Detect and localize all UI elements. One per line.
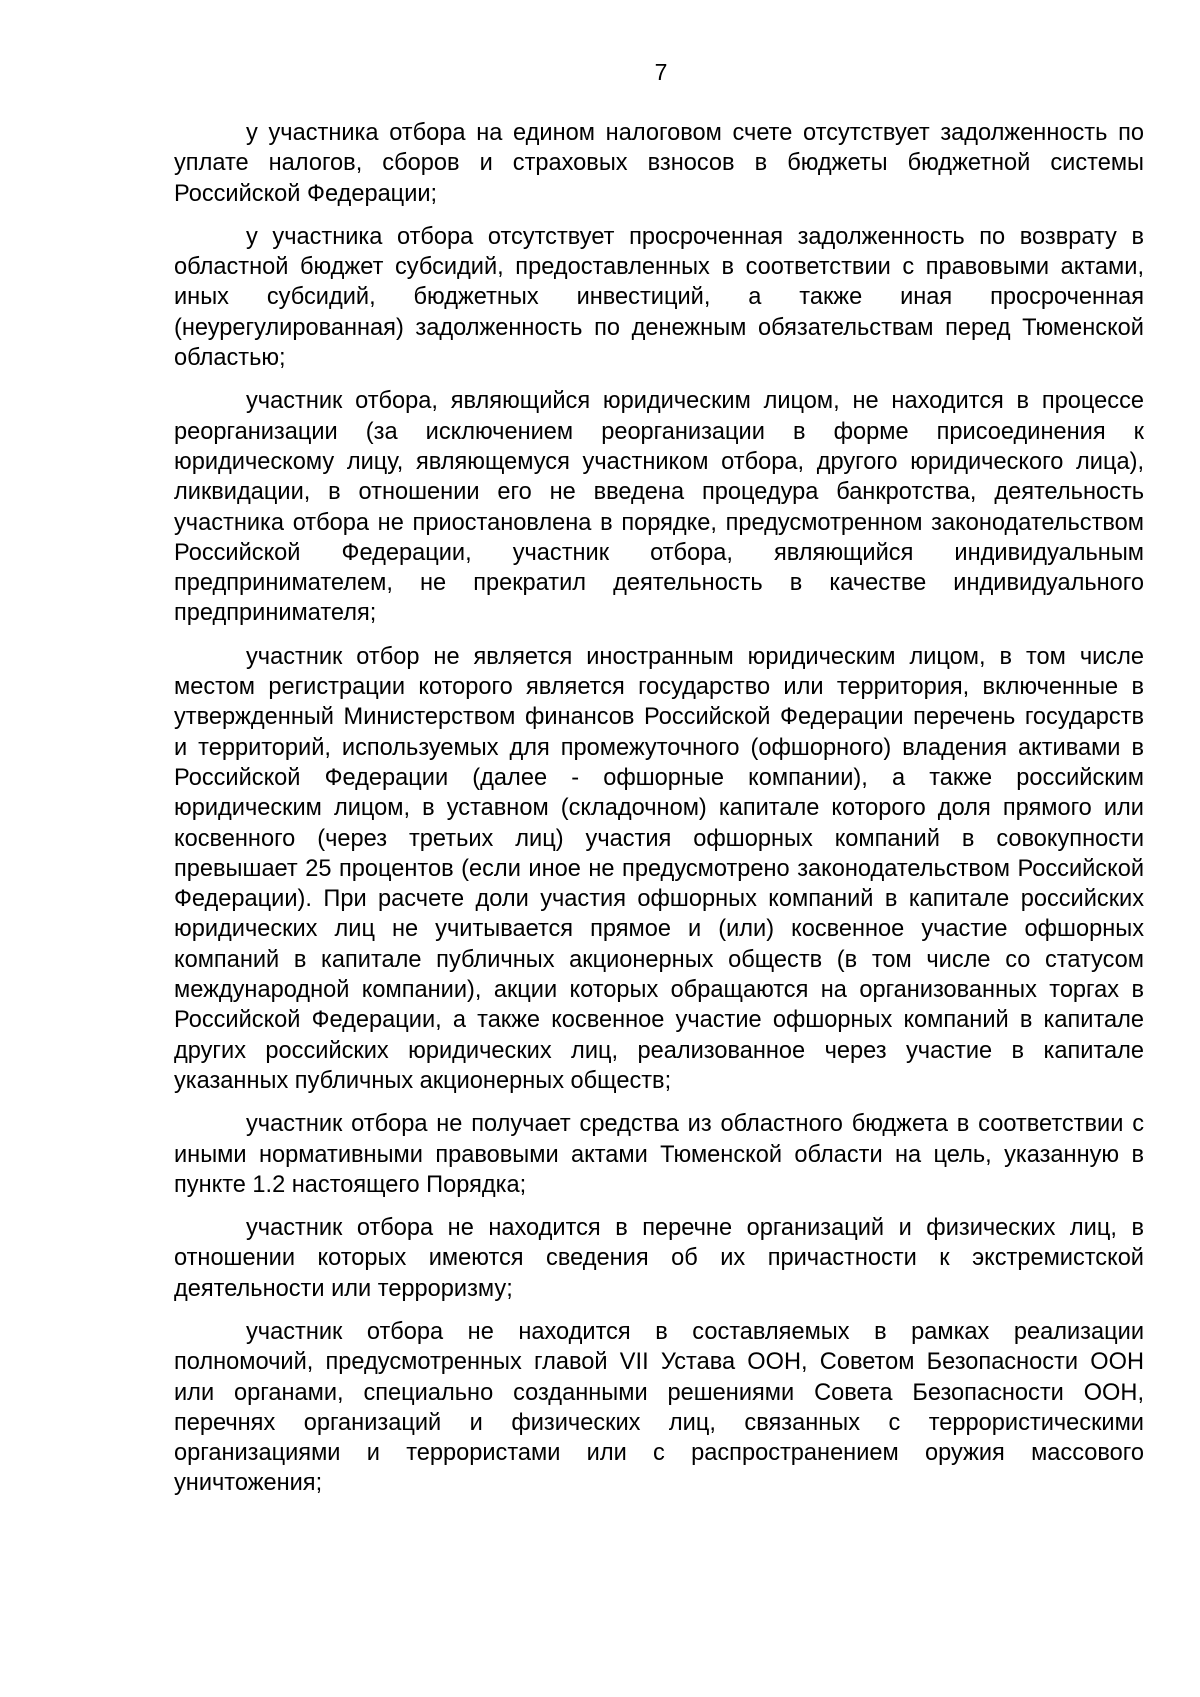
paragraph-reorganization: участник отбора, являющийся юридическим лицом, не находится в процессе реорганизации (за исключением реорганизации в форме присоединения к юридическому лицу, являющемуся участником отбора, другого юридического лица), ликвидации, в отношении его не введена процедура банкротства, деятельность участника отбора не приостановлена в порядке, предусмотренном законодательством Российской Федерации, участник отбора, являющийся индивидуальным предпринимателем, не прекратил деятельность в качестве индивидуального предпринимателя; bbox=[174, 388, 1144, 627]
paragraph-regional-budget: участник отбора не получает средства из областного бюджета в соответствии с иными нормативными правовыми актами Тюменской области на цель, указанную в пункте 1.2 настоящего Порядка; bbox=[174, 1111, 1144, 1198]
page-number: 7 bbox=[654, 59, 668, 85]
paragraph-tax-debt: у участника отбора на едином налоговом счете отсутствует задолженность по уплате налогов, сборов и страховых взносов в бюджеты бюджетной системы Российской Федерации; bbox=[174, 120, 1144, 207]
paragraph-offshore: участник отбор не является иностранным юридическим лицом, в том числе местом регистрации которого является государство или территория, включенные в утвержденный Министерством финансов Российской Федерации перечень государств и территорий, используемых для промежуточного (офшорного) владения активами в Российской Федерации (далее - офшорные компании), а также российским юридическим лицом, в уставном (складочном) капитале которого доля прямого или косвенного (через третьих лиц) участия офшорных компаний в совокупности превышает 25 процентов (если иное не предусмотрено законодательством Российской Федерации). При расчете доли участия офшорных компаний в капитале российских юридических лиц не учитывается прямое и (или) косвенное участие офшорных компаний в капитале публичных акционерных обществ (в том числе со статусом международной компании), акции которых обращаются на организованных торгах в Российской Федерации, а также косвенное участие офшорных компаний в капитале других российских юридических лиц, реализованное через участие в капитале указанных публичных акционерных обществ; bbox=[174, 643, 1144, 1094]
paragraph-un-lists: участник отбора не находится в составляемых в рамках реализации полномочий, предусмотренных главой VII Устава ООН, Советом Безопасности ООН или органами, специально созданными решениями Совета Безопасности ООН, перечнях организаций и физических лиц, связанных с террористическими организациями и террористами или с распространением оружия массового уничтожения; bbox=[174, 1318, 1144, 1497]
paragraph-extremism-list: участник отбора не находится в перечне организаций и физических лиц, в отношении которых имеются сведения об их причастности к экстремистской деятельности или терроризму; bbox=[174, 1215, 1144, 1302]
paragraph-overdue-debt: у участника отбора отсутствует просроченная задолженность по возврату в областной бюджет субсидий, предоставленных в соответствии с правовыми актами, иных субсидий, бюджетных инвестиций, а также иная просроченная (неурегулированная) задолженность по денежным обязательствам перед Тюменской областью; bbox=[174, 223, 1144, 372]
document-body bbox=[174, 118, 1144, 1512]
